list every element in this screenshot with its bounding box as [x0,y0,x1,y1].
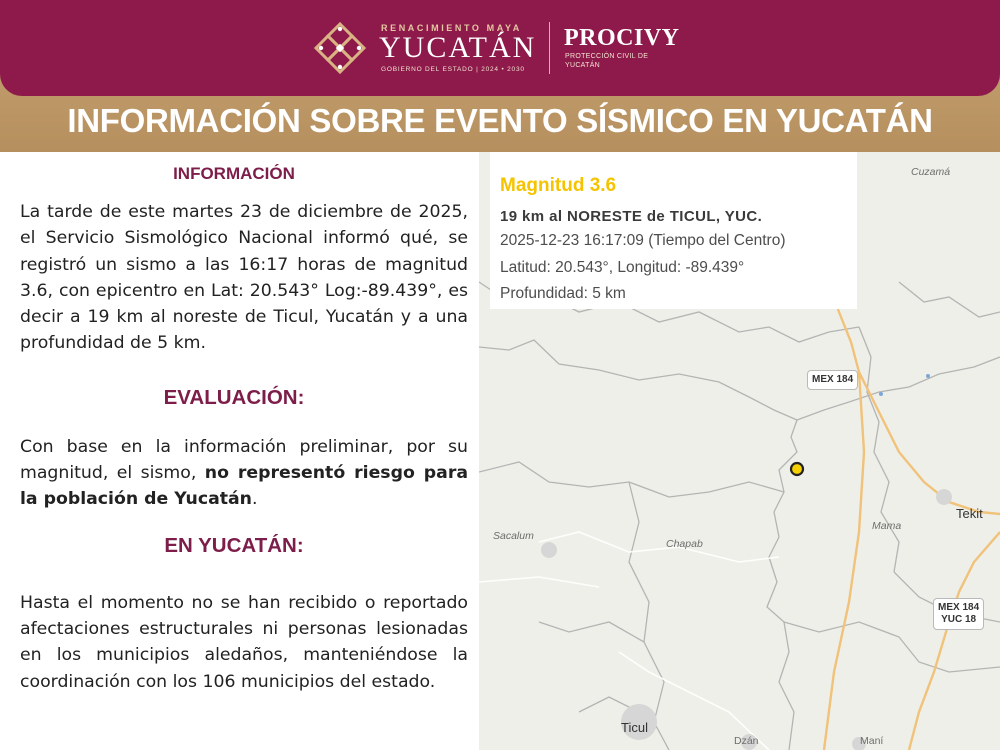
road-shield-yuc18: YUC 18 [941,614,977,625]
agency-name: PROCIVY [564,25,680,51]
event-card [490,152,857,309]
page-title: INFORMACIÓN SOBRE EVENTO SÍSMICO EN YUCATÁN [67,102,933,139]
evaluation-emphasis: no representó riesgo para la población de Yucatán [20,463,468,510]
road-shield-mex184-yuc18 [933,598,984,630]
place-cuzama: Cuzamá [911,166,951,178]
place-sacalum: Sacalum [493,530,534,542]
info-paragraph: La tarde de este martes 23 de diciembre de 2025, el Servicio Sismológico Nacional informó qué, se registró un sismo a las 16:17 horas de magnitud 3.6, con epicentro en Lat: 20.543° Log:-89.439°, es decir a 19 km al noreste de Ticul, Yucatán y a una profundidad de 5 km. [20,202,468,354]
yucatan-paragraph: Hasta el momento no se han recibido o reportado afectaciones estructurales ni personas lesionadas en los municipios aledaños, manteniéndose la coordinación con los 106 municipios del estado. [20,592,468,692]
place-mani: Maní [860,735,884,747]
road-shield-mex184b: MEX 184 [938,602,980,613]
location-label: 19 km al NORESTE de TICUL, YUC. [500,208,763,225]
evaluation-end: . [251,489,258,510]
depth-label: Profundidad: 5 km [500,285,626,302]
datetime-label: 2025-12-23 16:17:09 (Tiempo del Centro) [500,232,786,249]
place-chapab: Chapab [666,538,703,550]
coordinates-label: Latitud: 20.543°, Longitud: -89.439° [500,259,745,276]
evaluation-paragraph [20,434,468,513]
brand-subtitle: RENACIMIENTO MAYA [381,23,522,33]
yucatan-heading: EN YUCATÁN: [164,533,304,557]
place-tekit: Tekit [956,506,983,521]
info-column [20,152,468,695]
evaluation-text: Con base en la información preliminar, por su magnitud, el sismo, [20,436,468,484]
magnitude-label: Magnitud 3.6 [500,175,617,196]
brand-title: YUCATÁN [379,31,537,64]
evaluation-heading: EVALUACIÓN: [163,385,305,409]
header [0,0,1000,96]
place-dzan: Dzán [734,735,759,747]
info-heading: INFORMACIÓN [173,164,295,183]
place-mama: Mama [872,520,902,532]
place-ticul: Ticul [621,720,648,735]
brand-footer: GOBIERNO DEL ESTADO | 2024 • 2030 [381,66,525,73]
brand-divider [549,22,550,74]
yucatan-logo-icon [312,20,368,76]
epicenter-marker[interactable] [791,463,803,475]
agency-subtitle: PROTECCIÓN CIVIL DE YUCATÁN [565,53,649,69]
road-shield-mex184: MEX 184 [807,370,858,390]
